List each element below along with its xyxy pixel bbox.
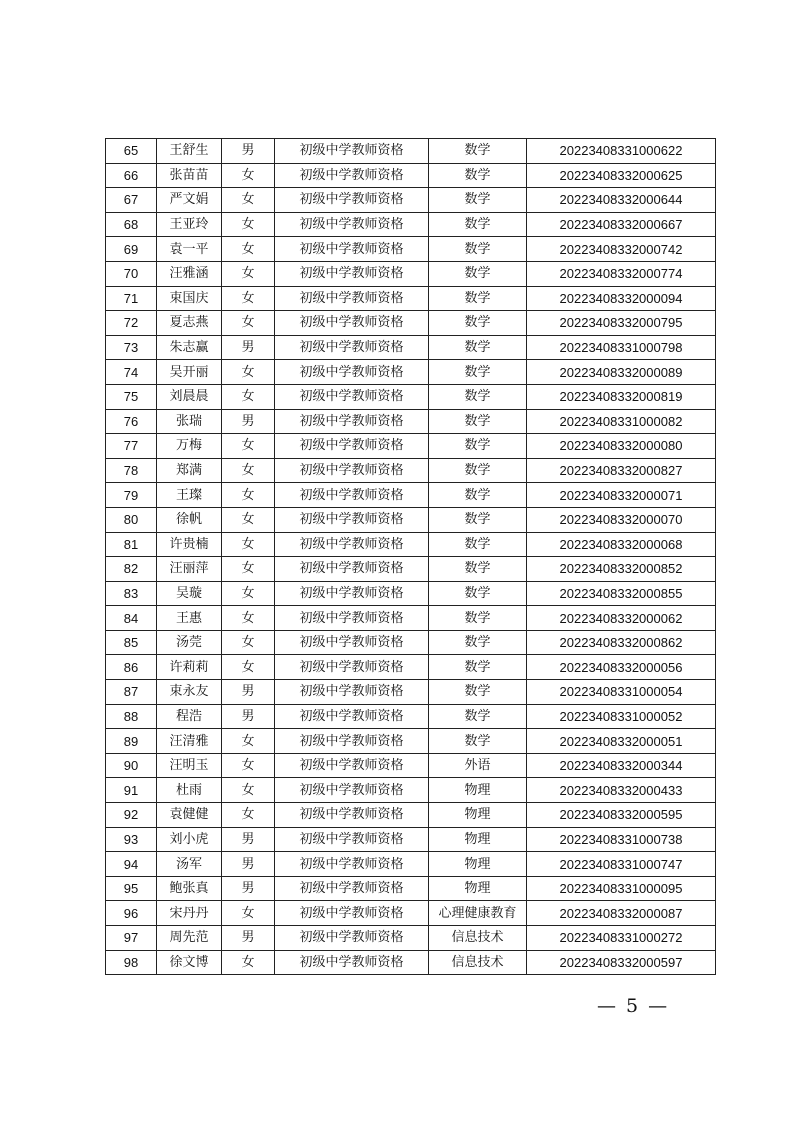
certificate-id-cell: 20223408332000855 bbox=[527, 581, 716, 606]
gender-cell: 女 bbox=[222, 901, 275, 926]
gender-cell: 女 bbox=[222, 753, 275, 778]
subject-cell: 数学 bbox=[429, 311, 527, 336]
subject-cell: 数学 bbox=[429, 261, 527, 286]
row-number-cell: 86 bbox=[106, 655, 157, 680]
certificate-type-cell: 初级中学教师资格 bbox=[275, 926, 429, 951]
table-row bbox=[106, 827, 716, 852]
row-number-cell: 94 bbox=[106, 852, 157, 877]
table-row bbox=[106, 434, 716, 459]
name-cell: 严文娟 bbox=[157, 188, 222, 213]
name-cell: 程浩 bbox=[157, 704, 222, 729]
gender-cell: 男 bbox=[222, 680, 275, 705]
name-cell: 束国庆 bbox=[157, 286, 222, 311]
certificate-id-cell: 20223408332000595 bbox=[527, 803, 716, 828]
row-number-cell: 87 bbox=[106, 680, 157, 705]
subject-cell: 外语 bbox=[429, 753, 527, 778]
certificate-type-cell: 初级中学教师资格 bbox=[275, 286, 429, 311]
certificate-id-cell: 20223408331000747 bbox=[527, 852, 716, 877]
gender-cell: 男 bbox=[222, 926, 275, 951]
certificate-type-cell: 初级中学教师资格 bbox=[275, 729, 429, 754]
subject-cell: 信息技术 bbox=[429, 950, 527, 975]
gender-cell: 女 bbox=[222, 360, 275, 385]
table-row bbox=[106, 212, 716, 237]
table-row bbox=[106, 409, 716, 434]
gender-cell: 女 bbox=[222, 581, 275, 606]
certificate-type-cell: 初级中学教师资格 bbox=[275, 557, 429, 582]
name-cell: 许莉莉 bbox=[157, 655, 222, 680]
certificate-type-cell: 初级中学教师资格 bbox=[275, 803, 429, 828]
subject-cell: 数学 bbox=[429, 630, 527, 655]
row-number-cell: 74 bbox=[106, 360, 157, 385]
row-number-cell: 69 bbox=[106, 237, 157, 262]
certificate-type-cell: 初级中学教师资格 bbox=[275, 360, 429, 385]
table-row bbox=[106, 729, 716, 754]
table-row bbox=[106, 680, 716, 705]
row-number-cell: 91 bbox=[106, 778, 157, 803]
table-row bbox=[106, 704, 716, 729]
row-number-cell: 71 bbox=[106, 286, 157, 311]
certificate-type-cell: 初级中学教师资格 bbox=[275, 507, 429, 532]
table-row bbox=[106, 655, 716, 680]
certificate-id-cell: 20223408331000272 bbox=[527, 926, 716, 951]
name-cell: 汪清雅 bbox=[157, 729, 222, 754]
subject-cell: 数学 bbox=[429, 188, 527, 213]
certificate-id-cell: 20223408332000862 bbox=[527, 630, 716, 655]
certificate-type-cell: 初级中学教师资格 bbox=[275, 876, 429, 901]
row-number-cell: 72 bbox=[106, 311, 157, 336]
subject-cell: 数学 bbox=[429, 335, 527, 360]
name-cell: 吴开丽 bbox=[157, 360, 222, 385]
certificate-type-cell: 初级中学教师资格 bbox=[275, 606, 429, 631]
row-number-cell: 65 bbox=[106, 139, 157, 164]
name-cell: 张瑞 bbox=[157, 409, 222, 434]
table-row bbox=[106, 852, 716, 877]
name-cell: 汤军 bbox=[157, 852, 222, 877]
name-cell: 张苗苗 bbox=[157, 163, 222, 188]
table-row bbox=[106, 237, 716, 262]
row-number-cell: 77 bbox=[106, 434, 157, 459]
certificate-type-cell: 初级中学教师资格 bbox=[275, 630, 429, 655]
name-cell: 许贵楠 bbox=[157, 532, 222, 557]
certificate-id-cell: 20223408332000819 bbox=[527, 384, 716, 409]
certificate-type-cell: 初级中学教师资格 bbox=[275, 950, 429, 975]
subject-cell: 数学 bbox=[429, 655, 527, 680]
name-cell: 刘小虎 bbox=[157, 827, 222, 852]
name-cell: 周先范 bbox=[157, 926, 222, 951]
table-row bbox=[106, 458, 716, 483]
table-row bbox=[106, 139, 716, 164]
name-cell: 吴璇 bbox=[157, 581, 222, 606]
certificate-type-cell: 初级中学教师资格 bbox=[275, 409, 429, 434]
certificate-type-cell: 初级中学教师资格 bbox=[275, 311, 429, 336]
name-cell: 袁健健 bbox=[157, 803, 222, 828]
name-cell: 郑满 bbox=[157, 458, 222, 483]
subject-cell: 物理 bbox=[429, 876, 527, 901]
name-cell: 朱志赢 bbox=[157, 335, 222, 360]
gender-cell: 男 bbox=[222, 852, 275, 877]
certificate-id-cell: 20223408331000622 bbox=[527, 139, 716, 164]
row-number-cell: 73 bbox=[106, 335, 157, 360]
subject-cell: 数学 bbox=[429, 384, 527, 409]
gender-cell: 男 bbox=[222, 335, 275, 360]
table-row bbox=[106, 901, 716, 926]
gender-cell: 男 bbox=[222, 409, 275, 434]
gender-cell: 女 bbox=[222, 483, 275, 508]
table-row bbox=[106, 581, 716, 606]
certificate-id-cell: 20223408332000089 bbox=[527, 360, 716, 385]
certificate-id-cell: 20223408332000094 bbox=[527, 286, 716, 311]
certificate-type-cell: 初级中学教师资格 bbox=[275, 778, 429, 803]
certificate-id-cell: 20223408332000827 bbox=[527, 458, 716, 483]
table-row bbox=[106, 876, 716, 901]
certificate-id-cell: 20223408332000056 bbox=[527, 655, 716, 680]
gender-cell: 女 bbox=[222, 507, 275, 532]
subject-cell: 数学 bbox=[429, 409, 527, 434]
certificate-id-cell: 20223408331000052 bbox=[527, 704, 716, 729]
certificate-type-cell: 初级中学教师资格 bbox=[275, 434, 429, 459]
certificate-id-cell: 20223408332000742 bbox=[527, 237, 716, 262]
certificate-type-cell: 初级中学教师资格 bbox=[275, 458, 429, 483]
certificate-id-cell: 20223408332000080 bbox=[527, 434, 716, 459]
certificate-id-cell: 20223408331000738 bbox=[527, 827, 716, 852]
certificate-type-cell: 初级中学教师资格 bbox=[275, 261, 429, 286]
gender-cell: 女 bbox=[222, 384, 275, 409]
row-number-cell: 79 bbox=[106, 483, 157, 508]
certificate-type-cell: 初级中学教师资格 bbox=[275, 581, 429, 606]
table-row bbox=[106, 926, 716, 951]
table-row bbox=[106, 286, 716, 311]
subject-cell: 数学 bbox=[429, 704, 527, 729]
certificate-id-cell: 20223408332000087 bbox=[527, 901, 716, 926]
subject-cell: 数学 bbox=[429, 483, 527, 508]
name-cell: 王亚玲 bbox=[157, 212, 222, 237]
certificate-type-cell: 初级中学教师资格 bbox=[275, 139, 429, 164]
certificate-id-cell: 20223408332000667 bbox=[527, 212, 716, 237]
subject-cell: 数学 bbox=[429, 532, 527, 557]
certificate-type-cell: 初级中学教师资格 bbox=[275, 852, 429, 877]
row-number-cell: 81 bbox=[106, 532, 157, 557]
gender-cell: 女 bbox=[222, 188, 275, 213]
row-number-cell: 98 bbox=[106, 950, 157, 975]
certificate-type-cell: 初级中学教师资格 bbox=[275, 704, 429, 729]
subject-cell: 数学 bbox=[429, 729, 527, 754]
name-cell: 刘晨晨 bbox=[157, 384, 222, 409]
row-number-cell: 97 bbox=[106, 926, 157, 951]
row-number-cell: 95 bbox=[106, 876, 157, 901]
name-cell: 徐帆 bbox=[157, 507, 222, 532]
row-number-cell: 68 bbox=[106, 212, 157, 237]
certificate-id-cell: 20223408332000852 bbox=[527, 557, 716, 582]
certificate-type-cell: 初级中学教师资格 bbox=[275, 335, 429, 360]
subject-cell: 物理 bbox=[429, 852, 527, 877]
row-number-cell: 82 bbox=[106, 557, 157, 582]
gender-cell: 女 bbox=[222, 212, 275, 237]
roster-table-body bbox=[106, 139, 716, 975]
row-number-cell: 85 bbox=[106, 630, 157, 655]
table-row bbox=[106, 188, 716, 213]
row-number-cell: 88 bbox=[106, 704, 157, 729]
certificate-type-cell: 初级中学教师资格 bbox=[275, 532, 429, 557]
table-row bbox=[106, 803, 716, 828]
row-number-cell: 83 bbox=[106, 581, 157, 606]
row-number-cell: 67 bbox=[106, 188, 157, 213]
gender-cell: 女 bbox=[222, 557, 275, 582]
certificate-id-cell: 20223408332000068 bbox=[527, 532, 716, 557]
subject-cell: 数学 bbox=[429, 458, 527, 483]
page-number: — 5 — bbox=[597, 995, 670, 1017]
certificate-id-cell: 20223408331000095 bbox=[527, 876, 716, 901]
subject-cell: 物理 bbox=[429, 827, 527, 852]
row-number-cell: 93 bbox=[106, 827, 157, 852]
gender-cell: 女 bbox=[222, 237, 275, 262]
table-row bbox=[106, 630, 716, 655]
subject-cell: 数学 bbox=[429, 434, 527, 459]
table-row bbox=[106, 753, 716, 778]
table-row bbox=[106, 261, 716, 286]
certificate-id-cell: 20223408332000344 bbox=[527, 753, 716, 778]
subject-cell: 数学 bbox=[429, 212, 527, 237]
gender-cell: 女 bbox=[222, 311, 275, 336]
certificate-id-cell: 20223408331000054 bbox=[527, 680, 716, 705]
row-number-cell: 96 bbox=[106, 901, 157, 926]
certificate-type-cell: 初级中学教师资格 bbox=[275, 680, 429, 705]
table-row bbox=[106, 606, 716, 631]
subject-cell: 数学 bbox=[429, 581, 527, 606]
table-row bbox=[106, 778, 716, 803]
gender-cell: 女 bbox=[222, 803, 275, 828]
table-row bbox=[106, 532, 716, 557]
row-number-cell: 76 bbox=[106, 409, 157, 434]
gender-cell: 女 bbox=[222, 286, 275, 311]
certificate-type-cell: 初级中学教师资格 bbox=[275, 384, 429, 409]
certificate-id-cell: 20223408332000070 bbox=[527, 507, 716, 532]
gender-cell: 女 bbox=[222, 458, 275, 483]
subject-cell: 数学 bbox=[429, 557, 527, 582]
name-cell: 徐文博 bbox=[157, 950, 222, 975]
gender-cell: 女 bbox=[222, 778, 275, 803]
certificate-type-cell: 初级中学教师资格 bbox=[275, 827, 429, 852]
certificate-id-cell: 20223408332000051 bbox=[527, 729, 716, 754]
certificate-type-cell: 初级中学教师资格 bbox=[275, 901, 429, 926]
gender-cell: 女 bbox=[222, 655, 275, 680]
name-cell: 王舒生 bbox=[157, 139, 222, 164]
row-number-cell: 90 bbox=[106, 753, 157, 778]
gender-cell: 女 bbox=[222, 532, 275, 557]
subject-cell: 物理 bbox=[429, 803, 527, 828]
gender-cell: 女 bbox=[222, 434, 275, 459]
row-number-cell: 89 bbox=[106, 729, 157, 754]
name-cell: 夏志燕 bbox=[157, 311, 222, 336]
row-number-cell: 80 bbox=[106, 507, 157, 532]
subject-cell: 数学 bbox=[429, 606, 527, 631]
gender-cell: 男 bbox=[222, 139, 275, 164]
certificate-type-cell: 初级中学教师资格 bbox=[275, 483, 429, 508]
gender-cell: 女 bbox=[222, 630, 275, 655]
certificate-id-cell: 20223408332000433 bbox=[527, 778, 716, 803]
row-number-cell: 78 bbox=[106, 458, 157, 483]
gender-cell: 女 bbox=[222, 950, 275, 975]
subject-cell: 数学 bbox=[429, 286, 527, 311]
name-cell: 王璨 bbox=[157, 483, 222, 508]
certificate-id-cell: 20223408332000774 bbox=[527, 261, 716, 286]
gender-cell: 女 bbox=[222, 606, 275, 631]
certificate-id-cell: 20223408332000644 bbox=[527, 188, 716, 213]
subject-cell: 物理 bbox=[429, 778, 527, 803]
table-row bbox=[106, 335, 716, 360]
gender-cell: 女 bbox=[222, 729, 275, 754]
subject-cell: 数学 bbox=[429, 139, 527, 164]
roster-table bbox=[105, 138, 716, 975]
name-cell: 宋丹丹 bbox=[157, 901, 222, 926]
row-number-cell: 75 bbox=[106, 384, 157, 409]
subject-cell: 心理健康教育 bbox=[429, 901, 527, 926]
certificate-id-cell: 20223408332000795 bbox=[527, 311, 716, 336]
certificate-type-cell: 初级中学教师资格 bbox=[275, 237, 429, 262]
certificate-id-cell: 20223408331000082 bbox=[527, 409, 716, 434]
row-number-cell: 84 bbox=[106, 606, 157, 631]
name-cell: 束永友 bbox=[157, 680, 222, 705]
table-row bbox=[106, 360, 716, 385]
certificate-type-cell: 初级中学教师资格 bbox=[275, 212, 429, 237]
gender-cell: 男 bbox=[222, 827, 275, 852]
certificate-id-cell: 20223408332000062 bbox=[527, 606, 716, 631]
certificate-type-cell: 初级中学教师资格 bbox=[275, 163, 429, 188]
name-cell: 万梅 bbox=[157, 434, 222, 459]
gender-cell: 男 bbox=[222, 704, 275, 729]
certificate-id-cell: 20223408332000071 bbox=[527, 483, 716, 508]
subject-cell: 数学 bbox=[429, 507, 527, 532]
name-cell: 汪雅涵 bbox=[157, 261, 222, 286]
subject-cell: 数学 bbox=[429, 680, 527, 705]
name-cell: 汪明玉 bbox=[157, 753, 222, 778]
name-cell: 汤莞 bbox=[157, 630, 222, 655]
table-row bbox=[106, 483, 716, 508]
table-row bbox=[106, 163, 716, 188]
name-cell: 汪丽萍 bbox=[157, 557, 222, 582]
gender-cell: 女 bbox=[222, 261, 275, 286]
certificate-type-cell: 初级中学教师资格 bbox=[275, 753, 429, 778]
row-number-cell: 66 bbox=[106, 163, 157, 188]
table-row bbox=[106, 507, 716, 532]
subject-cell: 信息技术 bbox=[429, 926, 527, 951]
name-cell: 鲍张真 bbox=[157, 876, 222, 901]
name-cell: 王惠 bbox=[157, 606, 222, 631]
name-cell: 袁一平 bbox=[157, 237, 222, 262]
subject-cell: 数学 bbox=[429, 360, 527, 385]
gender-cell: 男 bbox=[222, 876, 275, 901]
row-number-cell: 92 bbox=[106, 803, 157, 828]
certificate-id-cell: 20223408332000625 bbox=[527, 163, 716, 188]
subject-cell: 数学 bbox=[429, 237, 527, 262]
table-row bbox=[106, 950, 716, 975]
row-number-cell: 70 bbox=[106, 261, 157, 286]
table-row bbox=[106, 557, 716, 582]
certificate-type-cell: 初级中学教师资格 bbox=[275, 655, 429, 680]
name-cell: 杜雨 bbox=[157, 778, 222, 803]
table-row bbox=[106, 384, 716, 409]
table-row bbox=[106, 311, 716, 336]
gender-cell: 女 bbox=[222, 163, 275, 188]
certificate-id-cell: 20223408331000798 bbox=[527, 335, 716, 360]
certificate-id-cell: 20223408332000597 bbox=[527, 950, 716, 975]
subject-cell: 数学 bbox=[429, 163, 527, 188]
certificate-type-cell: 初级中学教师资格 bbox=[275, 188, 429, 213]
